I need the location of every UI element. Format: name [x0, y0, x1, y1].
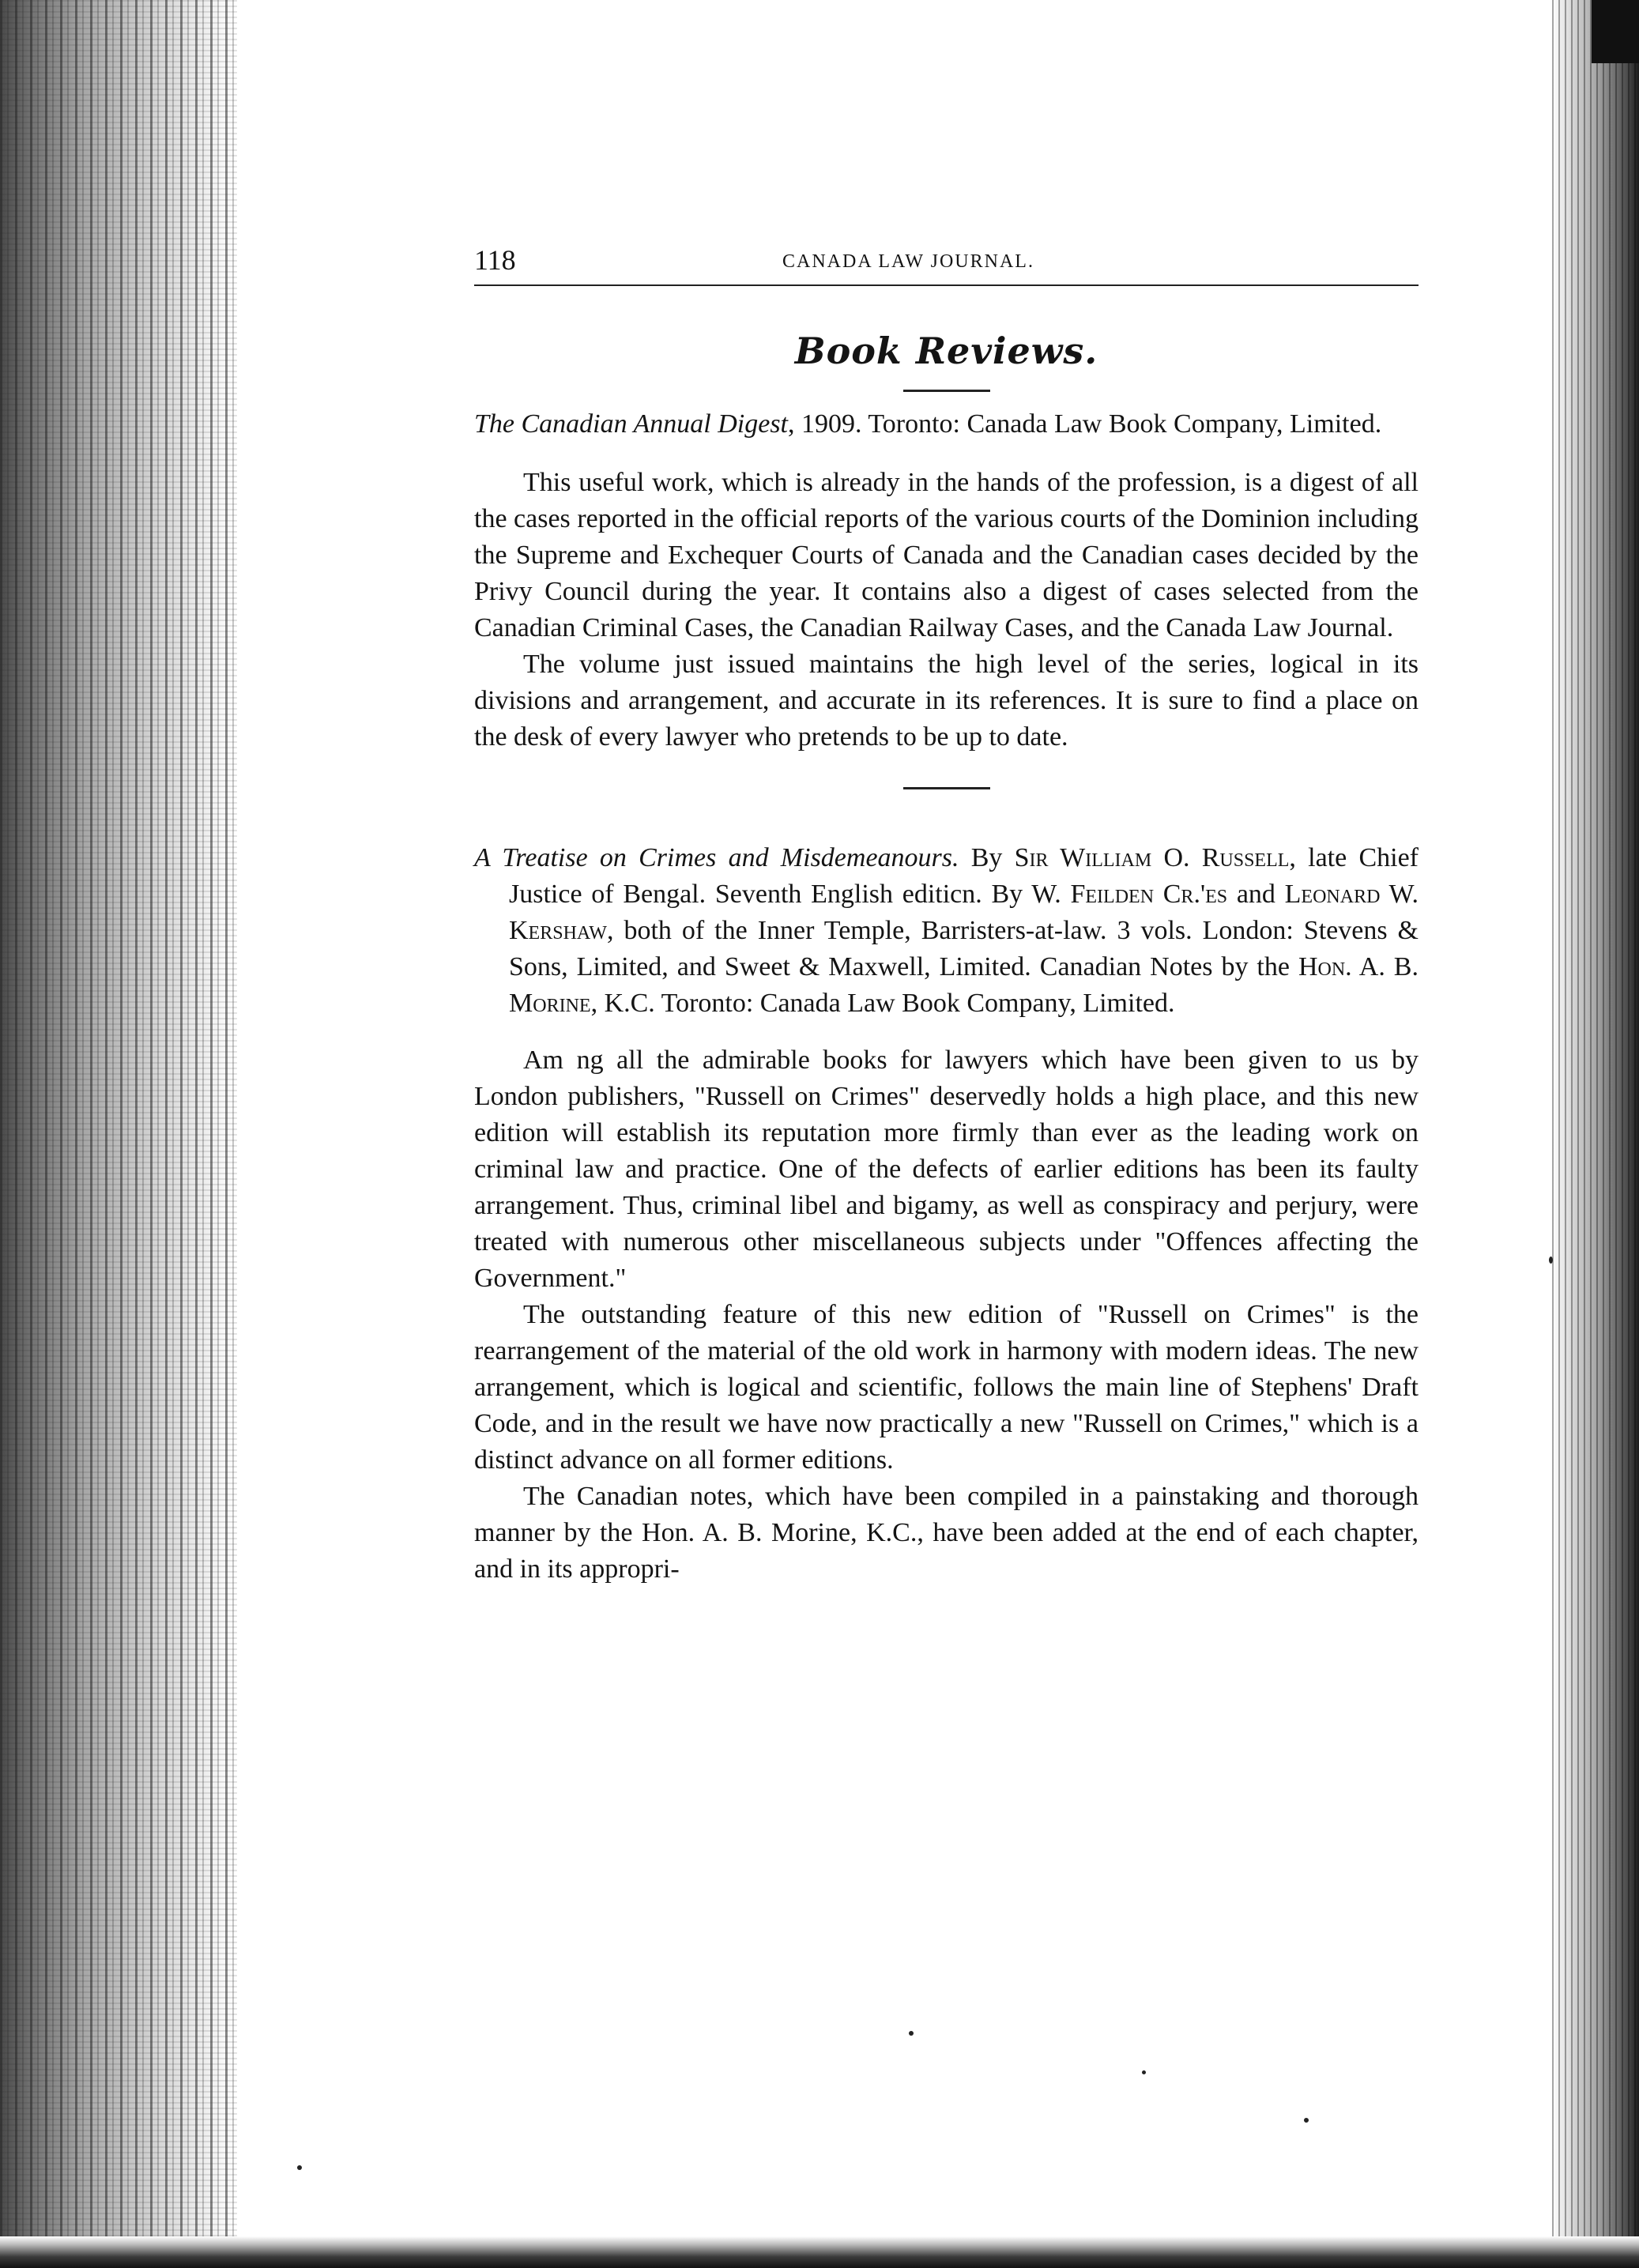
review-1-paragraph: The volume just issued maintains the high level of the series, logical in its divisions and arrangement, and accurate in its references. It is sure to find a place on the desk of every lawyer who pretends to be up to date.	[474, 650, 1419, 752]
page-bottom-edge-shadow	[0, 2236, 1639, 2268]
review-1-citation	[474, 406, 1419, 443]
review-2-editor-2: Leonard W. Kershaw	[509, 880, 1419, 945]
review-2-editor-1: Feilden Cr.'es	[1070, 880, 1228, 909]
review-2-paragraph: Am ng all the admirable books for lawyers which have been given to us by London publishers, "Russell on Crimes" deservedly holds a high place, and this new edition will establish its reputation more firmly than ever as the leading work on criminal law and practice. One of the defects of earlier editions has been its faulty arrangement. Thus, criminal libel and bigamy, as well as conspiracy and perjury, were treated with numerous other miscellaneous subjects under "Offences affecting the Government."	[474, 1045, 1419, 1293]
citation-text: , K.C. Toronto: Canada Law Book Company, Limited.	[590, 989, 1175, 1018]
review-1-citation-rest: , 1909. Toronto: Canada Law Book Company, Limited.	[788, 409, 1382, 439]
citation-text: By	[959, 843, 1015, 872]
citation-text: , both of the Inner Temple, Barristers-at-law. 3 vols. London: Stevens & Sons, Limited, and Sweet & Maxwell, Limited. Canadian Notes by the	[509, 916, 1419, 981]
running-head	[474, 237, 1419, 286]
book-binding-shadow	[0, 0, 237, 2268]
review-2-paragraph: The outstanding feature of this new edition of "Russell on Crimes" is the rearrangement of the material of the old work in harmony with modern ideas. The new arrangement, which is logical and scientific, follows the main line of Stephens' Draft Code, and in the result we have now practically a new "Russell on Crimes," which is a distinct advance on all former editions.	[474, 1300, 1419, 1475]
review-2-paragraph: The Canadian notes, which have been compiled in a painstaking and thorough manner by the Hon. A. B. Morine, K.C., have been added at the end of each chapter, and in its appropri-	[474, 1482, 1419, 1584]
review-1-title: The Canadian Annual Digest	[474, 409, 788, 439]
citation-text: and	[1227, 880, 1285, 909]
review-2-author: Sir William O. Russell	[1014, 843, 1290, 872]
review-divider	[903, 787, 990, 789]
section-rule	[903, 390, 990, 392]
document-page	[474, 237, 1419, 1588]
citation-text: , late Chief Justice of Bengal. Seventh English editicn. By W.	[509, 843, 1419, 909]
page-corner-shadow	[1592, 0, 1639, 63]
review-2-citation	[474, 840, 1419, 1022]
page-right-edge-shadow	[1552, 0, 1639, 2268]
review-2-title: A Treatise on Crimes and Misdemeanours.	[474, 843, 959, 872]
journal-title: CANADA LAW JOURNAL.	[782, 251, 1034, 272]
review-2-body	[474, 1042, 1419, 1588]
review-1-body	[474, 465, 1419, 755]
page-number: 118	[474, 244, 516, 276]
section-title: Book Reviews.	[794, 330, 1098, 372]
review-1-paragraph: This useful work, which is already in the hands of the profession, is a digest of all the cases reported in the official reports of the various courts of the Dominion including the Supreme and Exchequer Courts of Canada and the Canadian cases decided by the Privy Council during the year. It contains also a digest of cases selected from the Canadian Criminal Cases, the Canadian Railway Cases, and the Canada Law Journal.	[474, 468, 1419, 642]
review-2-notes-author: Hon. A. B. Morine	[509, 952, 1419, 1018]
